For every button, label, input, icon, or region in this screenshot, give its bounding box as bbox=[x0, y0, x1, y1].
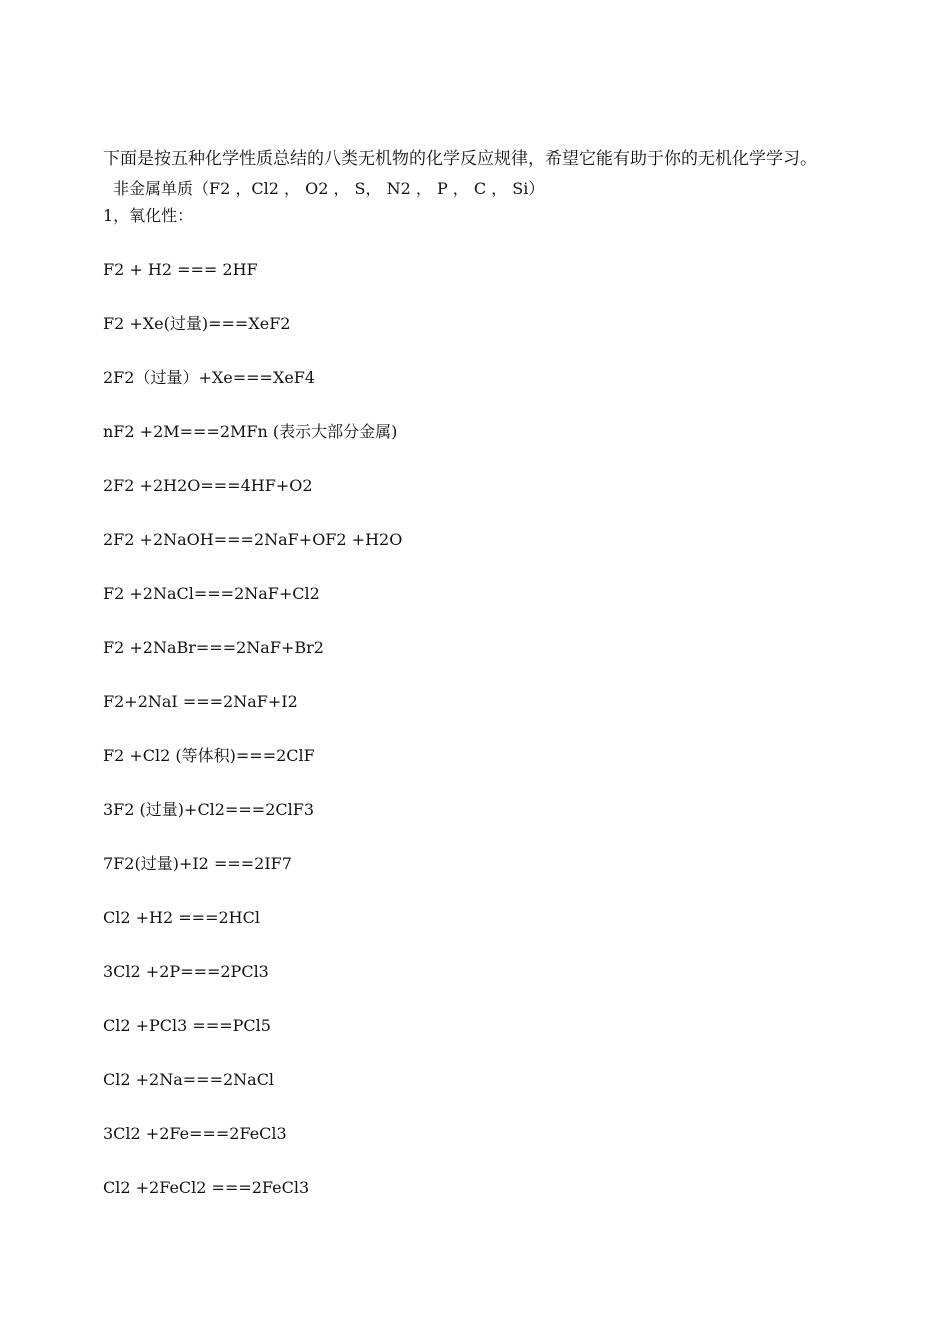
section-heading: 1，氧化性： bbox=[103, 206, 194, 225]
equation-line: 2F2 +2NaOH===2NaF+OF2 +H2O bbox=[103, 530, 403, 549]
equation-line: F2 +2NaCl===2NaF+Cl2 bbox=[103, 584, 320, 603]
equation-line: 3F2 (过量)+Cl2===2ClF3 bbox=[103, 800, 315, 819]
category-title: 非金属单质（F2 ，Cl2 ， O2 ， S， N2 ， P ， C ， Si） bbox=[113, 179, 545, 198]
intro-paragraph: 下面是按五种化学性质总结的八类无机物的化学反应规律，希望它能有助于你的无机化学学习。 bbox=[103, 149, 817, 169]
equation-line: 2F2 +2H2O===4HF+O2 bbox=[103, 476, 313, 495]
equation-line: F2+2NaI ===2NaF+I2 bbox=[103, 692, 298, 711]
equation-line: F2 +Xe(过量)===XeF2 bbox=[103, 314, 291, 333]
equation-line: 3Cl2 +2P===2PCl3 bbox=[103, 962, 269, 981]
equation-line: F2 +2NaBr===2NaF+Br2 bbox=[103, 638, 324, 657]
equation-line: 3Cl2 +2Fe===2FeCl3 bbox=[103, 1124, 287, 1143]
equation-line: Cl2 +PCl3 ===PCl5 bbox=[103, 1016, 271, 1035]
equation-line: Cl2 +H2 ===2HCl bbox=[103, 908, 260, 927]
equation-line: 7F2(过量)+I2 ===2IF7 bbox=[103, 854, 292, 873]
equation-line: nF2 +2M===2MFn (表示大部分金属) bbox=[103, 422, 398, 441]
equation-line: Cl2 +2FeCl2 ===2FeCl3 bbox=[103, 1178, 310, 1197]
equation-line: 2F2（过量）+Xe===XeF4 bbox=[103, 368, 316, 387]
equation-list bbox=[103, 260, 402, 1232]
equation-line: F2 + H2 === 2HF bbox=[103, 260, 258, 279]
equation-line: Cl2 +2Na===2NaCl bbox=[103, 1070, 275, 1089]
equation-line: F2 +Cl2 (等体积)===2ClF bbox=[103, 746, 315, 765]
